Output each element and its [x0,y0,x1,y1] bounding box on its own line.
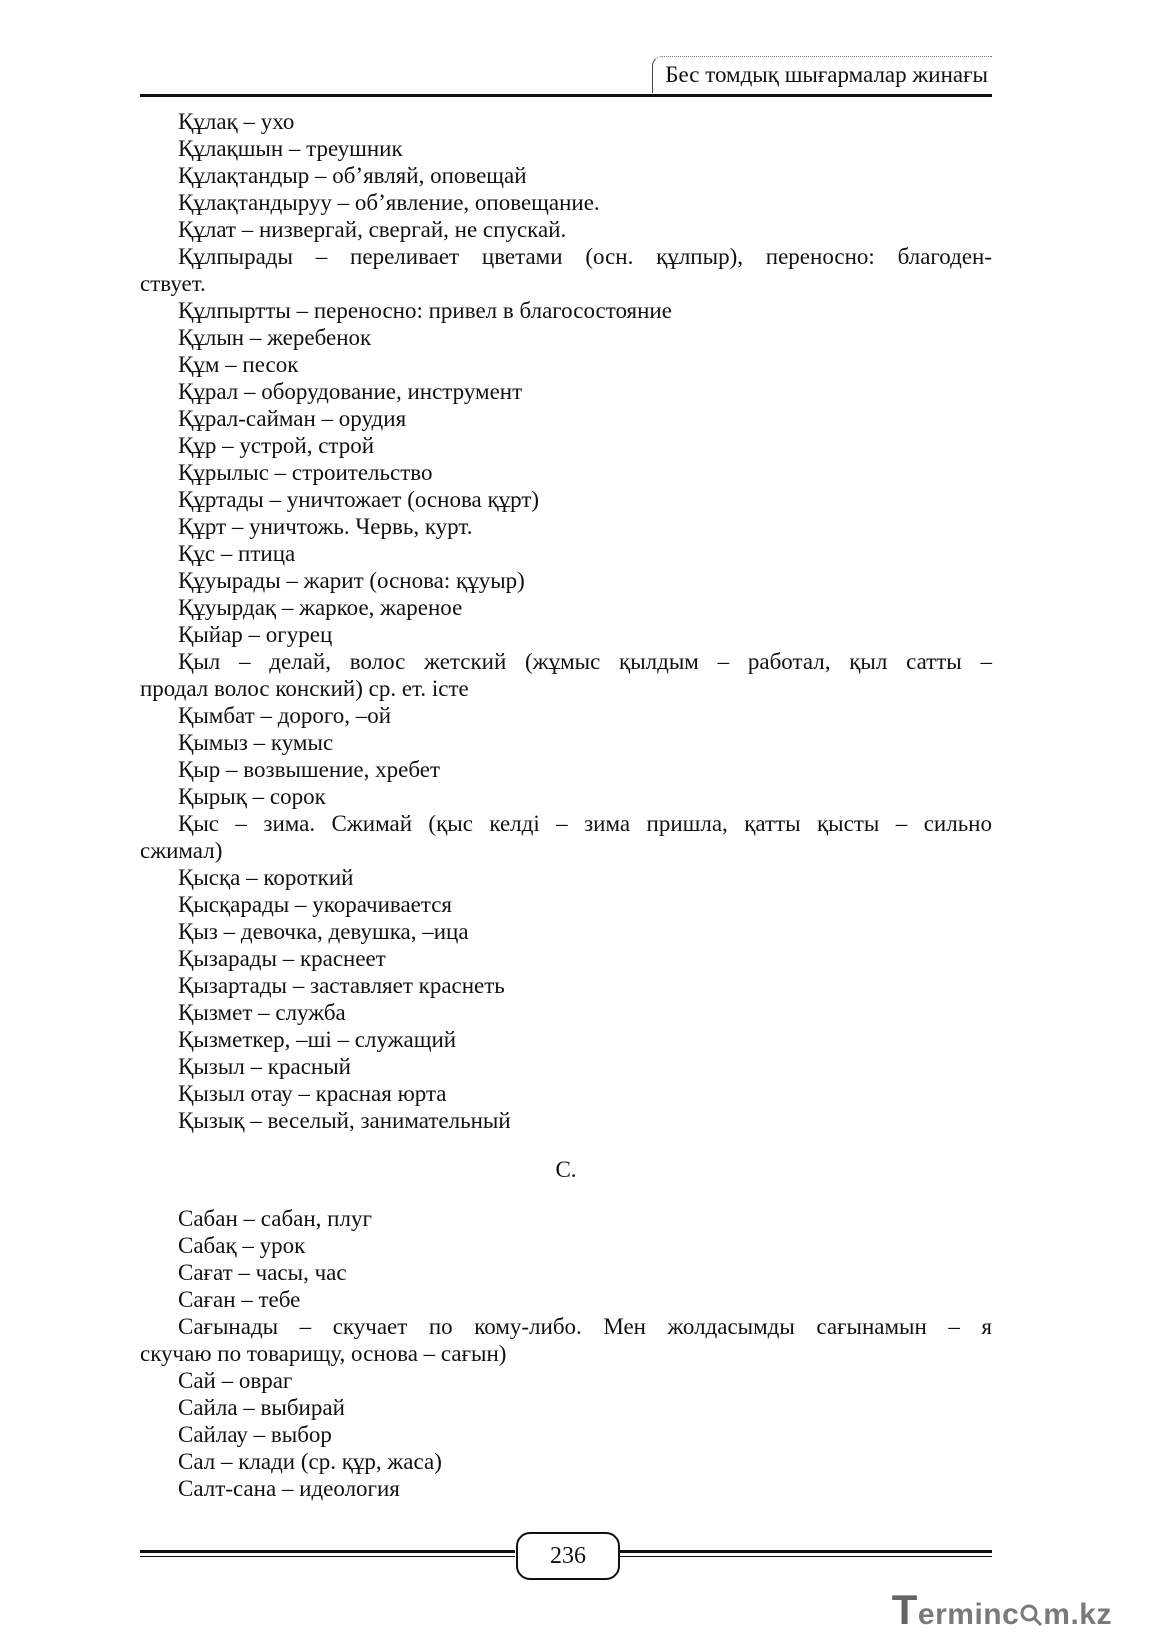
entry-continuation: сжимал) [140,838,223,863]
entry: Қымбат – дорого, –ой [178,703,392,728]
section-heading: С. [555,1157,577,1182]
page-number: 236 [516,1532,620,1580]
entry: Қызыл – красный [178,1054,351,1079]
book-title: Бес томдық шығармалар жинағы [652,56,992,93]
watermark-text: erminc [917,1598,1020,1631]
entry: Құлат – низвергай, свергай, не спускай. [178,217,567,242]
entry: Құлақшын – треушник [178,136,403,161]
entry: Құуырдақ – жаркое, жареное [178,595,463,620]
watermark-domain: m.kz [1043,1598,1112,1631]
entry: Қыз – девочка, девушка, –ица [178,919,469,944]
entry: Қызартады – заставляет краснеть [178,973,505,998]
entry: Сабан – сабан, плуг [178,1206,372,1231]
entry: Құм – песок [178,352,299,377]
entry: Сал – клади (ср. құр, жаса) [178,1449,442,1474]
entry: Қырық – сорок [178,784,326,809]
entry: Сайла – выбирай [178,1395,345,1420]
entry: Қызыл отау – красная юрта [178,1081,447,1106]
entry: Сағынады – скучает по кому-либо. Мен жолдасымды сағынамын – я [178,1314,992,1339]
entry: Құлпырады – переливает цветами (осн. құлпыр), переносно: благоден- [178,244,992,269]
entry: Құрал-сайман – орудия [178,406,407,431]
entry: Құлпыртты – переносно: привел в благосостояние [178,298,672,323]
entry: Саған – тебе [178,1287,301,1312]
entry: Құлын – жеребенок [178,325,372,350]
entry: Қыйар – огурец [178,622,333,647]
footer-rule-right [617,1550,992,1553]
entry: Салт-сана – идеология [178,1476,400,1501]
entry-continuation: продал волос конский) ср. ет. істе [140,676,469,701]
dictionary-body [140,108,992,1502]
entry: Қызарады – краснеет [178,946,386,971]
footer-rule-left-thin [140,1556,515,1557]
magnifier-icon [1019,1598,1043,1631]
page-header [140,56,992,97]
entry: Сай – овраг [178,1368,293,1393]
entry: Сабақ – урок [178,1233,306,1258]
watermark-logo [892,1586,1112,1634]
entry: Құр – устрой, строй [178,433,375,458]
footer-rule-left [140,1550,515,1553]
entry: Сағат – часы, час [178,1260,347,1285]
entry: Қызметкер, –ші – служащий [178,1027,457,1052]
entry: Құрал – оборудование, инструмент [178,379,523,404]
entry: Құрт – уничтожь. Червь, курт. [178,514,473,539]
entry: Құуырады – жарит (основа: құуыр) [178,568,525,593]
entry: Қымыз – кумыс [178,730,334,755]
page-footer [140,1530,992,1582]
entry: Қысқа – короткий [178,865,354,890]
entry: Құлақтандыр – об’являй, оповещай [178,163,527,188]
entry-continuation: скучаю по товарищу, основа – сағын) [140,1341,507,1366]
entry: Қысқарады – укорачивается [178,892,453,917]
entry: Құртады – уничтожает (основа құрт) [178,487,540,512]
entry: Құрылыс – строительство [178,460,433,485]
entry: Қыл – делай, волос жетский (жұмыс қылдым – работал, қыл сатты – [178,649,992,674]
entry-continuation: ствует. [140,271,206,296]
entry: Құлақ – ухо [178,109,295,134]
entry: Қыс – зима. Сжимай (қыс келді – зима пришла, қатты қысты – сильно [178,811,992,836]
entry: Құлақтандыруу – об’явление, оповещание. [178,190,600,215]
footer-rule-right-thin [617,1556,992,1557]
entry: Құс – птица [178,541,296,566]
watermark-initial: T [891,1586,918,1633]
entry: Қызық – веселый, занимательный [178,1108,511,1133]
entry: Қыр – возвышение, хребет [178,757,441,782]
entry: Сайлау – выбор [178,1422,332,1447]
entry: Қызмет – служба [178,1000,346,1025]
